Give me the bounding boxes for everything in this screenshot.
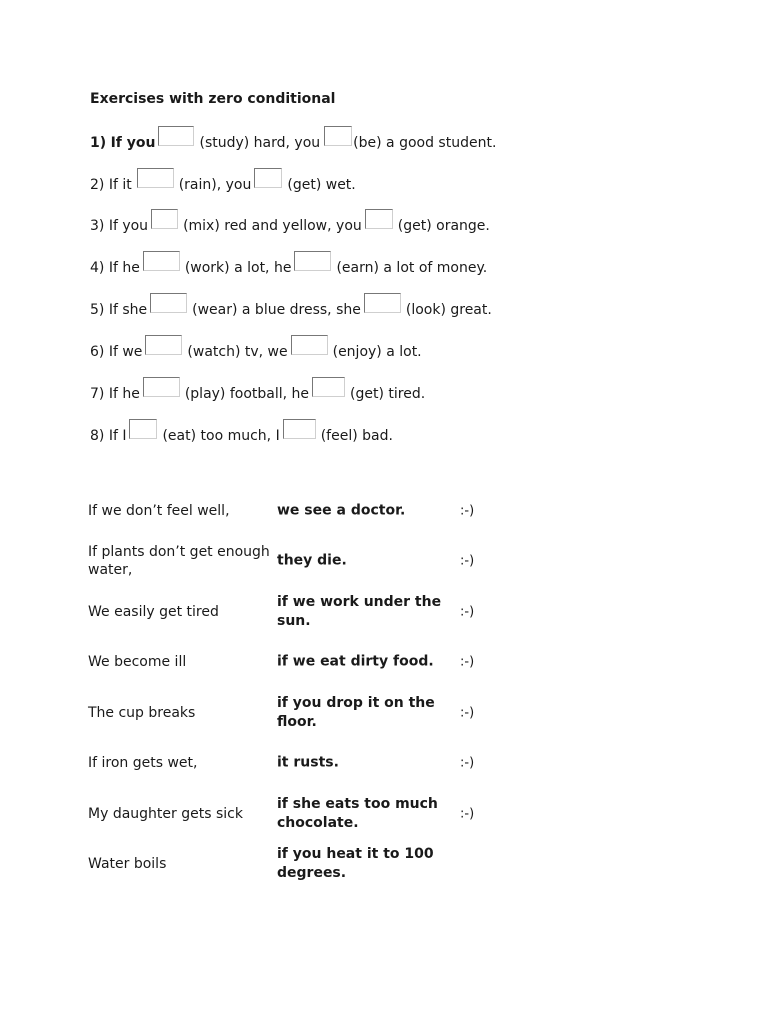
condition-clause: We easily get tired <box>88 604 219 620</box>
smiley-mark: :-) <box>460 654 475 670</box>
result-clause: if we work under the sun. <box>277 594 442 629</box>
match-row <box>88 536 488 586</box>
answer-blank[interactable] <box>283 419 316 439</box>
answer-blank[interactable] <box>151 209 178 229</box>
exercise-lead: If she <box>108 302 148 318</box>
smiley-mark: :-) <box>460 806 475 822</box>
answer-blank[interactable] <box>137 168 174 188</box>
exercise-text: (look) great. <box>405 302 492 318</box>
result-clause: we see a doctor. <box>277 502 406 519</box>
match-row <box>88 486 488 536</box>
result-clause: if she eats too much chocolate. <box>277 796 438 831</box>
answer-blank[interactable] <box>150 293 187 313</box>
exercise-item <box>90 256 487 280</box>
condition-clause: If we don’t feel well, <box>88 503 230 519</box>
answer-blank[interactable] <box>143 251 180 271</box>
exercise-lead: If you <box>108 218 149 234</box>
exercise-text: (feel) bad. <box>320 428 393 444</box>
answer-blank[interactable] <box>145 335 182 355</box>
condition-clause: If iron gets wet, <box>88 755 198 771</box>
exercise-item <box>90 131 496 155</box>
result-clause: if you heat it to 100 degrees. <box>277 846 434 881</box>
exercise-item <box>90 214 490 238</box>
exercise-text: (wear) a blue dress, she <box>192 302 361 318</box>
exercise-number: 5) <box>90 302 105 318</box>
exercise-text: (get) wet. <box>287 177 356 193</box>
exercise-text: (get) orange. <box>397 218 490 234</box>
match-row <box>88 688 488 738</box>
exercise-item <box>90 340 422 364</box>
exercise-text: (mix) red and yellow, you <box>183 218 362 234</box>
condition-clause: We become ill <box>88 654 187 670</box>
exercise-text: (eat) too much, I <box>162 428 280 444</box>
match-row <box>88 789 488 839</box>
exercise-lead: If we <box>108 344 143 360</box>
exercise-number: 1) <box>90 135 107 151</box>
exercise-number: 2) <box>90 177 105 193</box>
exercise-number: 4) <box>90 260 105 276</box>
result-clause: they die. <box>277 552 347 569</box>
exercise-text: (rain), you <box>178 177 252 193</box>
exercise-lead: If I <box>108 428 127 444</box>
exercise-number: 7) <box>90 386 105 402</box>
exercise-item <box>90 298 492 322</box>
exercise-item <box>90 173 356 197</box>
worksheet-title: Exercises with zero conditional <box>90 91 336 107</box>
answer-blank[interactable] <box>312 377 345 397</box>
exercise-text: (work) a lot, he <box>184 260 292 276</box>
result-clause: it rusts. <box>277 754 339 771</box>
match-row <box>88 587 488 637</box>
exercise-number: 8) <box>90 428 105 444</box>
exercise-text: (play) football, he <box>184 386 310 402</box>
match-row <box>88 637 488 687</box>
smiley-mark: :-) <box>460 553 475 569</box>
answer-blank[interactable] <box>364 293 401 313</box>
exercise-lead: If it <box>108 177 132 193</box>
result-clause: if we eat dirty food. <box>277 653 434 670</box>
exercise-text: (get) tired. <box>350 386 426 402</box>
exercise-item <box>90 424 393 448</box>
smiley-mark: :-) <box>460 503 475 519</box>
match-row <box>88 738 488 788</box>
exercise-text: (be) a good student. <box>353 135 497 151</box>
answer-blank[interactable] <box>291 335 328 355</box>
answer-blank[interactable] <box>158 126 194 146</box>
smiley-mark: :-) <box>460 604 475 620</box>
smiley-mark: :-) <box>460 705 475 721</box>
exercise-text: (enjoy) a lot. <box>332 344 422 360</box>
result-clause: if you drop it on the floor. <box>277 695 435 730</box>
answer-blank[interactable] <box>143 377 180 397</box>
condition-clause: The cup breaks <box>88 705 196 721</box>
answer-blank[interactable] <box>365 209 393 229</box>
exercise-lead: If he <box>108 386 140 402</box>
exercise-item <box>90 382 425 406</box>
exercise-number: 3) <box>90 218 105 234</box>
exercise-lead: If you <box>110 135 156 151</box>
condition-clause: My daughter gets sick <box>88 806 243 822</box>
answer-blank[interactable] <box>254 168 282 188</box>
answer-blank[interactable] <box>324 126 352 146</box>
exercise-text: (study) hard, you <box>199 135 321 151</box>
exercise-lead: If he <box>108 260 140 276</box>
exercise-text: (watch) tv, we <box>187 344 288 360</box>
exercise-number: 6) <box>90 344 105 360</box>
condition-clause: If plants don’t get enough water, <box>88 544 270 578</box>
answer-blank[interactable] <box>294 251 331 271</box>
condition-clause: Water boils <box>88 856 167 872</box>
smiley-mark: :-) <box>460 755 475 771</box>
answer-blank[interactable] <box>129 419 157 439</box>
exercise-text: (earn) a lot of money. <box>336 260 488 276</box>
match-row <box>88 839 488 889</box>
